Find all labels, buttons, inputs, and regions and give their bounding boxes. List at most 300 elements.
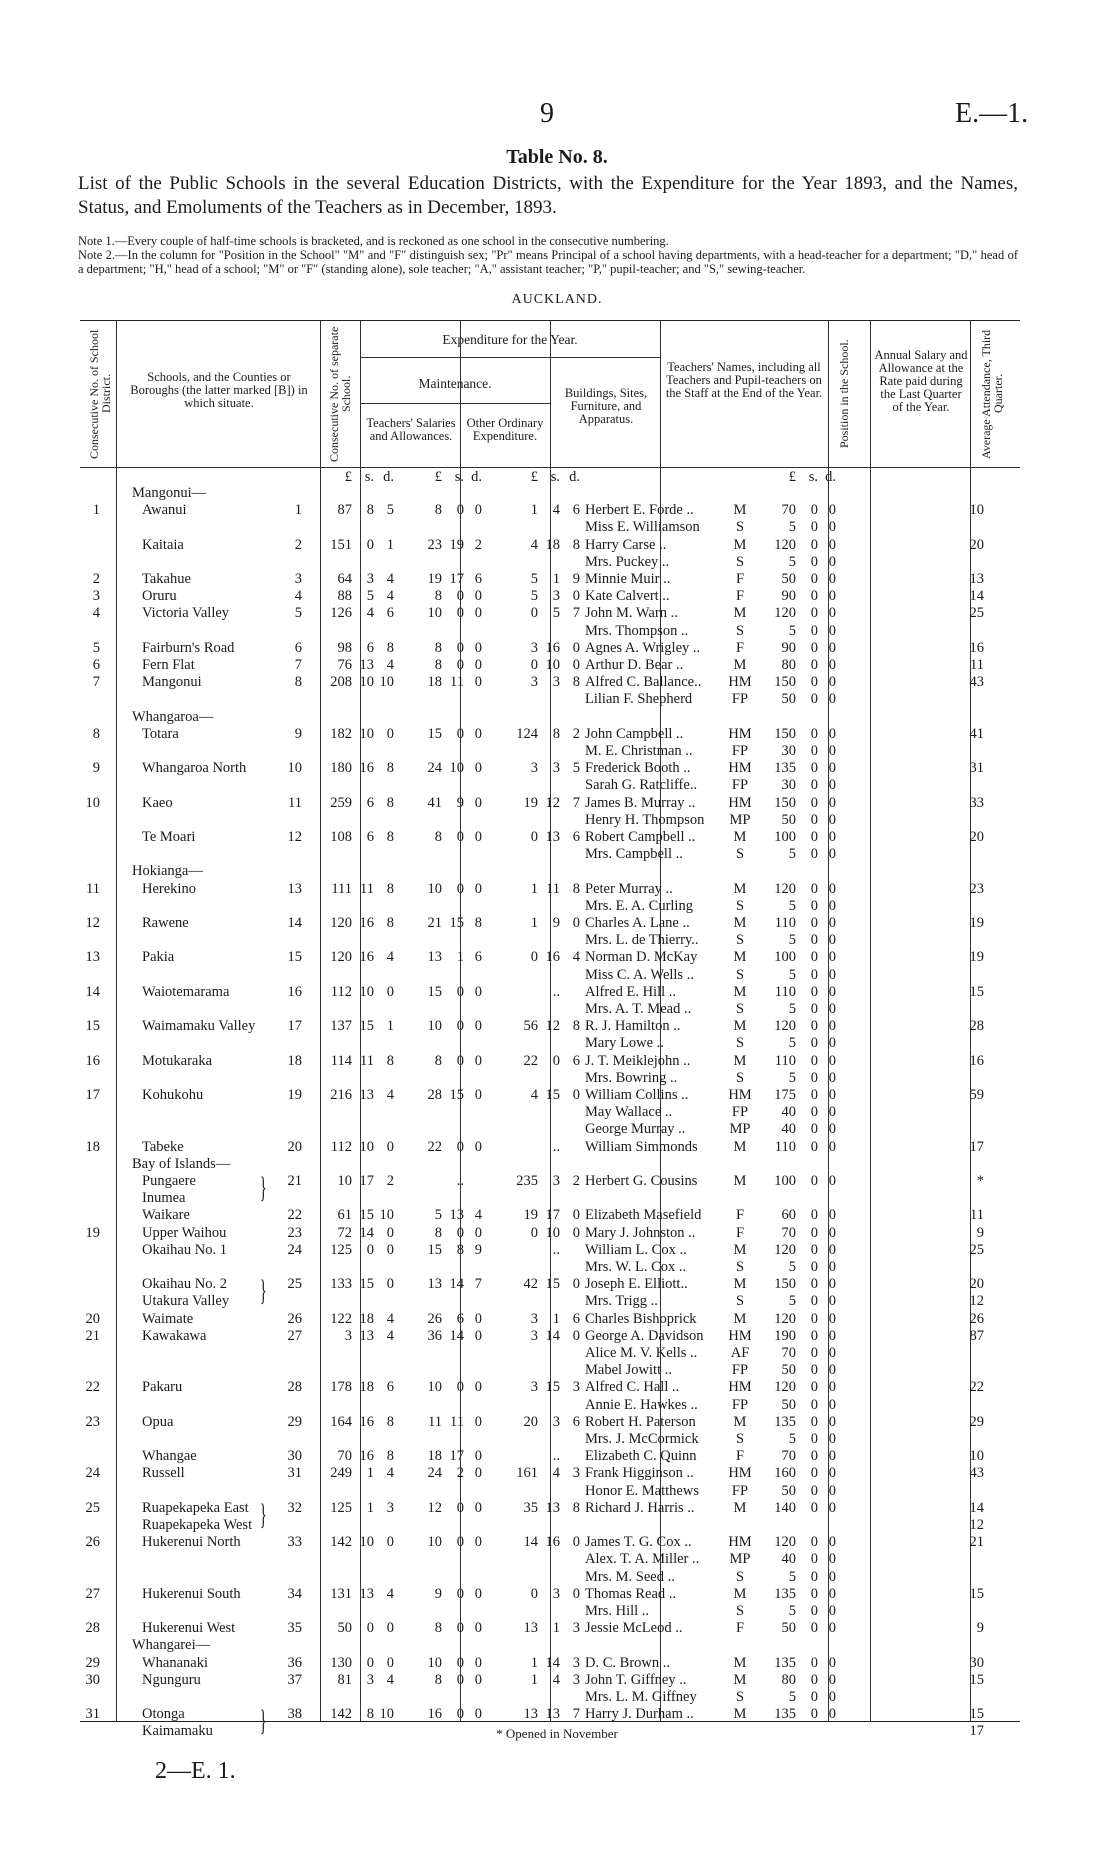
district-number: 24 xyxy=(85,1465,100,1482)
salary-pounds: 50 xyxy=(781,1482,796,1499)
school-number: 35 xyxy=(287,1620,302,1637)
salary-pounds: 100 xyxy=(774,829,796,845)
teacher-name: Harry Carse .. xyxy=(585,536,667,553)
teacher-name: Frank Higginson .. xyxy=(585,1465,694,1482)
district-number: 10 xyxy=(85,794,100,811)
teacher-name: Sarah G. Ratcliffe.. xyxy=(585,777,698,794)
teacher-name: Mrs. W. L. Cox .. xyxy=(585,1259,687,1275)
teacher-position: S xyxy=(735,1293,745,1310)
salaries-pounds: 64 xyxy=(337,571,352,587)
buildings-shillings: 4 xyxy=(552,1465,560,1482)
school-number: 5 xyxy=(294,605,302,622)
buildings-pence: 6 xyxy=(572,1310,580,1327)
other-shillings: 13 xyxy=(449,1207,464,1224)
table-row xyxy=(80,1121,1020,1138)
district-number: 30 xyxy=(85,1671,100,1688)
salaries-pence: 1 xyxy=(386,536,394,553)
other-pounds: 10 xyxy=(427,1654,442,1671)
school-number: 12 xyxy=(287,829,302,845)
salary-pence: 0 xyxy=(828,502,836,519)
average-attendance: 22 xyxy=(969,1379,984,1396)
salaries-pounds: 111 xyxy=(331,880,352,897)
salary-pence: 0 xyxy=(828,1465,836,1482)
salaries-pence: 4 xyxy=(386,1671,394,1688)
table-row xyxy=(80,554,1020,571)
salary-pence: 0 xyxy=(828,691,836,708)
salary-pounds: 40 xyxy=(781,1551,796,1568)
salaries-pence: 4 xyxy=(386,588,394,605)
average-attendance: 28 xyxy=(969,1018,984,1035)
other-shillings: 0 xyxy=(456,502,464,519)
buildings-pence: 0 xyxy=(572,1585,580,1602)
other-pounds: 11 xyxy=(428,1413,442,1430)
teacher-name: Joseph E. Elliott.. xyxy=(585,1276,688,1293)
salary-shillings: 0 xyxy=(810,1104,818,1121)
buildings-pence: 3 xyxy=(572,1671,580,1688)
buildings-pounds: 1 xyxy=(530,915,538,931)
salary-shillings: 0 xyxy=(810,829,818,845)
teacher-position: FP xyxy=(731,1482,749,1499)
salary-pounds: 50 xyxy=(781,571,796,587)
other-pence: 0 xyxy=(474,605,482,622)
table-row xyxy=(80,863,1020,880)
teacher-position: M xyxy=(733,1310,747,1327)
table-row xyxy=(80,1569,1020,1586)
district-number: 22 xyxy=(85,1379,100,1396)
other-shillings: 0 xyxy=(456,1499,464,1516)
page-number: 9 xyxy=(540,98,554,129)
salaries-pence: 3 xyxy=(386,1499,394,1516)
school-name: Hukerenui South xyxy=(142,1585,241,1602)
school-name: Takahue xyxy=(142,571,191,587)
salary-pounds: 190 xyxy=(774,1327,796,1344)
header-other: Other Ordinary Expenditure. xyxy=(466,416,544,443)
salary-shillings: 0 xyxy=(810,1035,818,1052)
header-district-no: Consecutive No. of School District. xyxy=(87,329,113,459)
teacher-position: FP xyxy=(731,777,749,794)
table-row xyxy=(80,1035,1020,1052)
salary-shillings: 0 xyxy=(810,1620,818,1637)
other-pounds: 8 xyxy=(434,1671,442,1688)
salary-pence: 0 xyxy=(828,760,836,777)
teacher-name: Miss C. A. Wells .. xyxy=(585,966,694,983)
buildings-shillings: 3 xyxy=(552,674,560,691)
other-pence: 0 xyxy=(474,588,482,605)
buildings-shillings: 5 xyxy=(552,605,560,622)
salary-pounds: 120 xyxy=(774,1534,796,1551)
teacher-name: M. E. Christman .. xyxy=(585,743,693,759)
teacher-position: HM xyxy=(728,674,752,691)
other-pounds: 8 xyxy=(434,657,442,673)
salaries-pounds: 125 xyxy=(330,1499,352,1516)
salary-pence: 0 xyxy=(828,1173,836,1189)
average-attendance: 20 xyxy=(969,536,984,553)
salaries-pence: 2 xyxy=(386,1173,394,1189)
other-pence: 0 xyxy=(474,1224,482,1241)
salaries-pence: 10 xyxy=(379,1207,394,1224)
other-pounds: 24 xyxy=(427,760,442,777)
other-pence: 8 xyxy=(474,915,482,931)
other-blank: .. xyxy=(456,1173,464,1189)
salary-shillings: 0 xyxy=(810,1052,818,1069)
table-row xyxy=(80,502,1020,519)
teacher-name: Henry H. Thompson xyxy=(585,811,705,828)
school-number: 27 xyxy=(287,1327,302,1344)
salaries-pence: d. xyxy=(383,469,394,485)
salaries-pence: 0 xyxy=(386,1224,394,1241)
salary-pence: 0 xyxy=(828,1396,836,1413)
salary-pence: 0 xyxy=(828,1431,836,1447)
buildings-pound: £ xyxy=(530,469,538,485)
salary-shillings: 0 xyxy=(810,949,818,966)
salary-shillings: 0 xyxy=(810,1138,818,1155)
buildings-pence: 0 xyxy=(572,639,580,656)
buildings-pence: 6 xyxy=(572,1052,580,1069)
salary-pounds: 120 xyxy=(774,605,796,622)
teacher-name: William Collins .. xyxy=(585,1087,689,1103)
buildings-blank: .. xyxy=(552,1448,560,1465)
other-pounds: 8 xyxy=(434,1224,442,1241)
other-shillings: 11 xyxy=(450,674,464,691)
table-row xyxy=(80,1534,1020,1551)
salary-pounds: 5 xyxy=(788,553,796,570)
salary-pounds: 5 xyxy=(788,519,796,536)
other-shillings: 0 xyxy=(456,1671,464,1688)
table-row xyxy=(80,898,1020,915)
salary-pence: 0 xyxy=(828,932,836,949)
table-row xyxy=(80,1362,1020,1379)
buildings-pounds: 56 xyxy=(523,1018,538,1035)
salary-pounds: 135 xyxy=(774,1654,796,1671)
district-number: 14 xyxy=(85,983,100,1000)
salary-pounds: 80 xyxy=(781,1671,796,1688)
school-name: Opua xyxy=(142,1413,174,1430)
average-attendance: 12 xyxy=(969,1293,984,1310)
salaries-pence: 0 xyxy=(386,1620,394,1637)
table-row xyxy=(80,1672,1020,1689)
average-attendance: 25 xyxy=(969,1241,984,1258)
buildings-pence: 0 xyxy=(572,1276,580,1293)
salaries-shillings: 16 xyxy=(359,949,374,966)
salaries-shillings: 5 xyxy=(366,588,374,605)
teacher-position: HM xyxy=(728,794,752,811)
table-row xyxy=(80,519,1020,536)
salaries-shillings: 6 xyxy=(366,639,374,656)
salaries-shillings: 3 xyxy=(366,1671,374,1688)
buildings-pounds: 1 xyxy=(530,1654,538,1671)
salaries-pounds: 182 xyxy=(330,725,352,742)
salaries-pounds: 151 xyxy=(330,536,352,553)
salary-pounds: 110 xyxy=(774,1052,796,1069)
salaries-pence: 0 xyxy=(386,1534,394,1551)
school-number: 19 xyxy=(287,1087,302,1103)
buildings-pence: 7 xyxy=(572,794,580,811)
other-pence: 0 xyxy=(474,1379,482,1396)
buildings-shillings: 16 xyxy=(545,1534,560,1551)
buildings-pence: 0 xyxy=(572,588,580,605)
other-shillings: 15 xyxy=(449,915,464,931)
salaries-pounds: 131 xyxy=(330,1585,352,1602)
table-row xyxy=(80,1156,1020,1173)
teacher-name: R. J. Hamilton .. xyxy=(585,1018,681,1035)
other-pounds: 41 xyxy=(427,794,442,811)
header-expenditure: Expenditure for the Year. xyxy=(442,332,578,347)
other-pence: 0 xyxy=(474,1413,482,1430)
buildings-shillings: 10 xyxy=(545,1224,560,1241)
salaries-pounds: 88 xyxy=(337,588,352,605)
teacher-name: George Murray .. xyxy=(585,1121,686,1138)
buildings-shillings: 9 xyxy=(552,915,560,931)
teacher-name: John T. Giffney .. xyxy=(585,1671,687,1688)
other-shillings: 0 xyxy=(456,983,464,1000)
other-pounds: 21 xyxy=(427,915,442,931)
salary-pence: 0 xyxy=(828,639,836,656)
teacher-name: James B. Murray .. xyxy=(585,794,696,811)
buildings-pounds: 3 xyxy=(530,1310,538,1327)
salary-shillings: 0 xyxy=(810,1379,818,1396)
table-row xyxy=(80,881,1020,898)
salaries-pounds: 112 xyxy=(330,983,352,1000)
salary-pence: 0 xyxy=(828,1448,836,1465)
table-row xyxy=(80,932,1020,949)
other-pence: 0 xyxy=(474,880,482,897)
salary-pence: 0 xyxy=(828,1327,836,1344)
other-pence: 0 xyxy=(474,1310,482,1327)
buildings-shillings: 4 xyxy=(552,1671,560,1688)
buildings-pence: 9 xyxy=(572,571,580,587)
salary-pounds: 110 xyxy=(774,1138,796,1155)
average-attendance: 59 xyxy=(969,1087,984,1103)
salaries-pence: 8 xyxy=(386,1052,394,1069)
teacher-position: HM xyxy=(728,1087,752,1103)
buildings-shillings: 10 xyxy=(545,657,560,673)
school-name: Herekino xyxy=(142,880,196,897)
buildings-pence: 8 xyxy=(572,1018,580,1035)
note-1: Note 1.—Every couple of half-time schools is bracketed, and is reckoned as one school in the consecutive numbering. xyxy=(78,234,669,248)
table-row xyxy=(80,1139,1020,1156)
average-attendance: 15 xyxy=(969,1671,984,1688)
salary-pounds: 70 xyxy=(781,1345,796,1361)
salary-shillings: 0 xyxy=(810,725,818,742)
half-time-bracket: } xyxy=(259,1704,267,1738)
salary-pence: 0 xyxy=(828,1018,836,1035)
currency-row xyxy=(80,469,1020,486)
buildings-pounds: 35 xyxy=(523,1499,538,1516)
school-name: Hukerenui West xyxy=(142,1620,236,1637)
other-pence: 0 xyxy=(474,639,482,656)
salary-shillings: 0 xyxy=(810,846,818,863)
other-pence: 0 xyxy=(474,760,482,777)
salary-pounds: 40 xyxy=(781,1121,796,1138)
salary-shillings: 0 xyxy=(810,519,818,536)
teacher-position: HM xyxy=(728,1327,752,1344)
salary-shillings: 0 xyxy=(810,691,818,708)
teacher-name: Alex. T. A. Miller .. xyxy=(585,1551,700,1568)
salary-shillings: 0 xyxy=(810,1465,818,1482)
table-row xyxy=(80,1001,1020,1018)
other-pounds: 8 xyxy=(434,829,442,845)
table-row xyxy=(80,657,1020,674)
salaries-shillings: 10 xyxy=(359,674,374,691)
salary-pounds: 5 xyxy=(788,1035,796,1052)
buildings-pence: 4 xyxy=(572,949,580,966)
teacher-position: S xyxy=(735,932,745,949)
school-number: 36 xyxy=(287,1654,302,1671)
header-buildings: Buildings, Sites, Furniture, and Apparatus. xyxy=(564,386,648,426)
salaries-shillings: 16 xyxy=(359,760,374,777)
salary-shillings: 0 xyxy=(810,794,818,811)
teacher-name: Mrs. Hill .. xyxy=(585,1603,650,1619)
buildings-pounds: 0 xyxy=(530,605,538,622)
teacher-position: HM xyxy=(728,1465,752,1482)
buildings-pence: 3 xyxy=(572,1654,580,1671)
other-pounds: 36 xyxy=(427,1327,442,1344)
other-shillings: 0 xyxy=(456,1534,464,1551)
salaries-pounds: 259 xyxy=(330,794,352,811)
buildings-pence: 0 xyxy=(572,1207,580,1224)
district-number: 11 xyxy=(86,880,100,897)
table-row xyxy=(80,640,1020,657)
salary-pounds: 150 xyxy=(774,674,796,691)
salary-shillings: 0 xyxy=(810,1241,818,1258)
salary-pence: 0 xyxy=(828,794,836,811)
other-shillings: 6 xyxy=(456,1310,464,1327)
table-row xyxy=(80,1225,1020,1242)
buildings-pounds: 5 xyxy=(530,588,538,605)
average-attendance: 43 xyxy=(969,1465,984,1482)
salary-pounds: 110 xyxy=(774,915,796,931)
salary-pounds: 175 xyxy=(774,1087,796,1103)
other-pence: 0 xyxy=(474,1706,482,1723)
other-shillings: 14 xyxy=(449,1276,464,1293)
salaries-pounds: 114 xyxy=(330,1052,352,1069)
salary-pence: 0 xyxy=(828,553,836,570)
salaries-shillings: 4 xyxy=(366,605,374,622)
teacher-position: M xyxy=(733,1671,747,1688)
table-row xyxy=(80,1242,1020,1259)
salary-pence: 0 xyxy=(828,1276,836,1293)
average-attendance: 43 xyxy=(969,674,984,691)
buildings-pounds: 0 xyxy=(530,1224,538,1241)
salary-pounds: 135 xyxy=(774,1413,796,1430)
average-attendance: 10 xyxy=(969,502,984,519)
teacher-position: M xyxy=(733,1276,747,1293)
teacher-name: Mrs. E. A. Curling xyxy=(585,897,693,914)
teacher-name: James T. G. Cox .. xyxy=(585,1534,692,1551)
salaries-pounds: 50 xyxy=(337,1620,352,1637)
salary-pence: 0 xyxy=(828,949,836,966)
salaries-pence: 8 xyxy=(386,639,394,656)
salary-shillings: 0 xyxy=(810,1362,818,1379)
other-pounds: 22 xyxy=(427,1138,442,1155)
table-row xyxy=(80,1465,1020,1482)
salary-pence: 0 xyxy=(828,674,836,691)
other-pence: 0 xyxy=(474,1499,482,1516)
salary-pence: 0 xyxy=(828,743,836,759)
salaries-pounds: 10 xyxy=(337,1173,352,1189)
salary-pounds: 70 xyxy=(781,502,796,519)
salary-pounds: 160 xyxy=(774,1465,796,1482)
salary-shillings: 0 xyxy=(810,1706,818,1723)
salary-shillings: 0 xyxy=(810,605,818,622)
school-number: 16 xyxy=(287,983,302,1000)
salary-pounds: 50 xyxy=(781,1620,796,1637)
table-row xyxy=(80,1053,1020,1070)
district-number: 9 xyxy=(92,760,100,777)
buildings-shillings: 13 xyxy=(545,1499,560,1516)
district-number: 25 xyxy=(85,1499,100,1516)
school-name: Russell xyxy=(142,1465,185,1482)
other-pounds: 10 xyxy=(427,1379,442,1396)
salaries-shillings: 14 xyxy=(359,1224,374,1241)
teacher-name: Miss E. Williamson xyxy=(585,519,700,536)
salary-shillings: 0 xyxy=(810,1087,818,1103)
buildings-shillings: 12 xyxy=(545,794,560,811)
buildings-shillings: 1 xyxy=(552,571,560,587)
salaries-pence: 0 xyxy=(386,1241,394,1258)
other-pence: 0 xyxy=(474,1654,482,1671)
salary-shillings: 0 xyxy=(810,571,818,587)
salary-pounds: 140 xyxy=(774,1499,796,1516)
school-name: Kaimamaku xyxy=(142,1723,213,1740)
other-pounds: 13 xyxy=(427,1276,442,1293)
teacher-position: S xyxy=(735,1001,745,1017)
salary-pence: 0 xyxy=(828,519,836,536)
teacher-name: Alfred C. Ballance.. xyxy=(585,674,702,691)
teacher-position: M xyxy=(733,1585,747,1602)
salaries-pence: 1 xyxy=(386,1018,394,1035)
salaries-shillings: 10 xyxy=(359,1534,374,1551)
salaries-pence: 8 xyxy=(386,829,394,845)
salary-pounds: 70 xyxy=(781,1224,796,1241)
teacher-name: J. T. Meiklejohn .. xyxy=(585,1052,691,1069)
salary-shillings: 0 xyxy=(810,1671,818,1688)
teacher-name: Mary J. Johnston .. xyxy=(585,1224,696,1241)
school-name: Otonga xyxy=(142,1706,185,1723)
buildings-shillings: 13 xyxy=(545,829,560,845)
half-time-bracket: } xyxy=(259,1497,267,1531)
salary-pounds: 120 xyxy=(774,880,796,897)
district-number: 23 xyxy=(85,1413,100,1430)
teacher-position: M xyxy=(733,880,747,897)
other-shillings: 0 xyxy=(456,880,464,897)
teacher-position: S xyxy=(735,1568,745,1585)
salary-pence: 0 xyxy=(828,966,836,983)
buildings-blank: .. xyxy=(552,1241,560,1258)
school-number: 3 xyxy=(294,571,302,587)
teacher-name: Alice M. V. Kells .. xyxy=(585,1345,698,1361)
salary-pounds: 5 xyxy=(788,1259,796,1275)
buildings-pence: 5 xyxy=(572,760,580,777)
school-name: Kaitaia xyxy=(142,536,184,553)
teacher-position: M xyxy=(733,1052,747,1069)
table-row xyxy=(80,605,1020,622)
district-number: 17 xyxy=(85,1087,100,1103)
table-row xyxy=(80,709,1020,726)
buildings-shillings: 15 xyxy=(545,1379,560,1396)
table-subtitle: List of the Public Schools in the several Education Districts, with the Expenditure for the Year 1893, and the Names, Status, and Emoluments of the Teachers as in December, 1893. xyxy=(78,173,1018,218)
buildings-pounds: 3 xyxy=(530,639,538,656)
buildings-shillings: 3 xyxy=(552,1173,560,1189)
teacher-name: D. C. Brown .. xyxy=(585,1654,670,1671)
school-name: Whangae xyxy=(142,1448,197,1465)
salaries-pounds: 178 xyxy=(330,1379,352,1396)
buildings-pence: 7 xyxy=(572,1706,580,1723)
other-pounds: 24 xyxy=(427,1465,442,1482)
buildings-pounds: 19 xyxy=(523,1207,538,1224)
header-maintenance: Maintenance. xyxy=(418,376,492,391)
teacher-name: Alfred C. Hall .. xyxy=(585,1379,680,1396)
